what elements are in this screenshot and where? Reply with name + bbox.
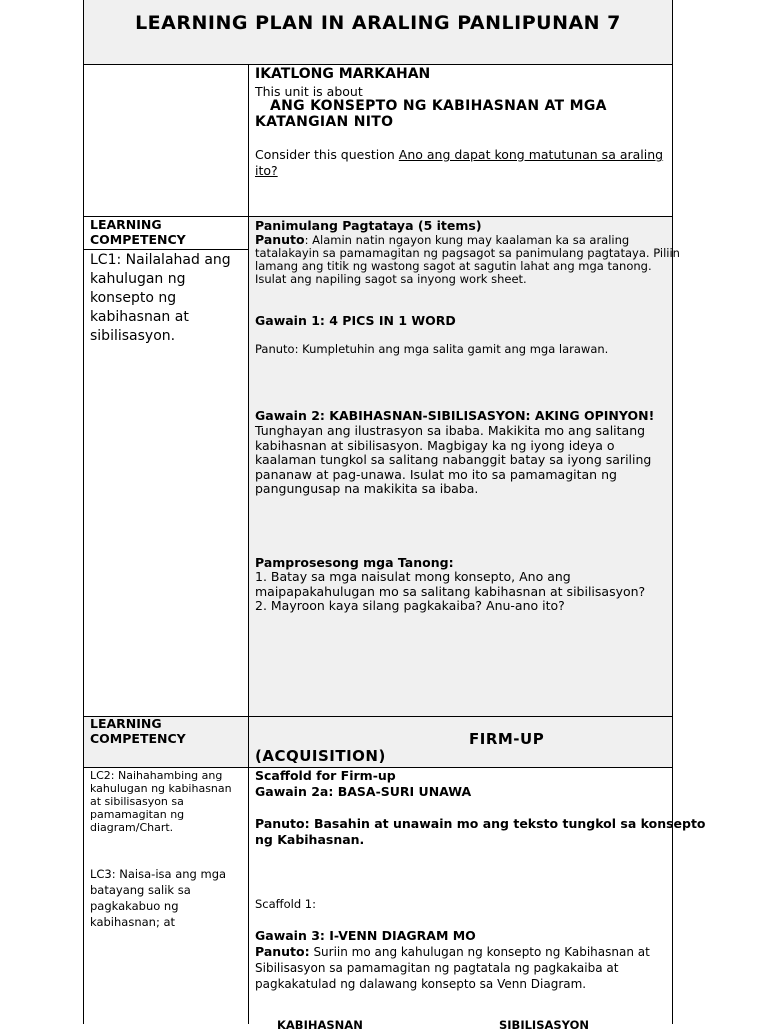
scaffold1-label: Scaffold 1: (255, 897, 316, 911)
quarter-label: IKATLONG MARKAHAN (255, 66, 431, 82)
lc2-competency: LC2: Naihahambing ang kahulugan ng kabihasnan at sibilisasyon sa pamamagitan ng diagram/Chart. (90, 769, 232, 834)
preassessment-title: Panimulang Pagtataya (5 items) (255, 218, 482, 233)
gawain2-instructions: Tunghayan ang ilustrasyon sa ibaba. Makikita mo ang salitang kabihasnan at sibilisasyon. Magbigay ka ng iyong ideya o kaalaman tungkol sa salitang nabanggit batay sa iyong sariling pananaw at pag-unawa. Isulat mo ito sa pamamagitan ng pangungusap na makikita sa ibaba. (255, 423, 652, 496)
essential-question (255, 147, 663, 162)
venn-diagram-labels (249, 1014, 672, 1032)
venn-right-label: SIBILISASYON (499, 1018, 589, 1032)
table-rule (84, 216, 672, 217)
gawain2a-title: Gawain 2a: BASA-SURI UNAWA (255, 784, 472, 799)
process-questions-title: Pamprosesong mga Tanong: (255, 555, 454, 570)
firmup-title: FIRM-UP (469, 730, 545, 748)
question-text-line2: ito? (255, 163, 278, 178)
learning-plan-document (83, 0, 706, 1032)
lc1-competency: LC1: Nailalahad ang kahulugan ng konsepto ng kabihasnan at sibilisasyon. (90, 252, 231, 344)
question-label: Consider this question (255, 147, 395, 162)
gawain3-title: Gawain 3: I-VENN DIAGRAM MO (255, 928, 476, 943)
competency-header: LEARNING COMPETENCY (90, 217, 186, 247)
question-text-line1: Ano ang dapat kong matutunan sa araling (398, 147, 664, 162)
preassessment-instructions: Panuto: Alamin natin ngayon kung may kaalaman ka sa araling tatalakayin sa pamamagitan ng pagsagot sa panimulang pagtataya. Piliin lamang ang titik ng wastong sagot at sagutin lahat ang mga tanong. Isulat ang napiling sagot sa inyong work sheet. (255, 232, 680, 286)
unit-topic-line2: KATANGIAN NITO (255, 114, 394, 130)
process-questions: 1. Batay sa mga naisulat mong konsepto, Ano ang maipapakahulugan mo sa salitang kabihasnan at sibilisasyon? 2. Mayroon kaya silang pagkakaiba? Anu-ano ito? (255, 569, 646, 613)
lc3-competency: LC3: Naisa-isa ang mga batayang salik sa pagkakabuo ng kabihasnan; at (90, 867, 227, 929)
gawain1-title: Gawain 1: 4 PICS IN 1 WORD (255, 313, 456, 328)
gawain1-instruction: Panuto: Kumpletuhin ang mga salita gamit ang mga larawan. (255, 342, 609, 356)
gawain2a-instruction: Panuto: Basahin at unawain mo ang teksto tungkol sa konsepto ng Kabihasnan. (255, 816, 706, 847)
acquisition-label: (ACQUISITION) (255, 747, 386, 765)
unit-about-label: This unit is about (255, 84, 363, 99)
venn-left-label: KABIHASNAN (277, 1018, 363, 1032)
competency-header: LEARNING COMPETENCY (90, 716, 186, 746)
gawain2-title: Gawain 2: KABIHASNAN-SIBILISASYON: AKING OPINYON! (255, 408, 655, 423)
scaffold-title: Scaffold for Firm-up (255, 768, 396, 783)
table-rule (84, 64, 672, 65)
unit-topic-line1: ANG KONSEPTO NG KABIHASNAN AT MGA (270, 98, 607, 114)
gawain3-instructions: Panuto: Suriin mo ang kahulugan ng konsepto ng Kabihasnan at Sibilisasyon sa pamamagitan ng pagtatala ng pagkakaiba at pagkakatulad ng dalawang konsepto sa Venn Diagram. (255, 944, 650, 991)
page-title: LEARNING PLAN IN ARALING PANLIPUNAN 7 (135, 12, 621, 34)
table-rule (84, 249, 248, 250)
column-divider (248, 64, 249, 1024)
